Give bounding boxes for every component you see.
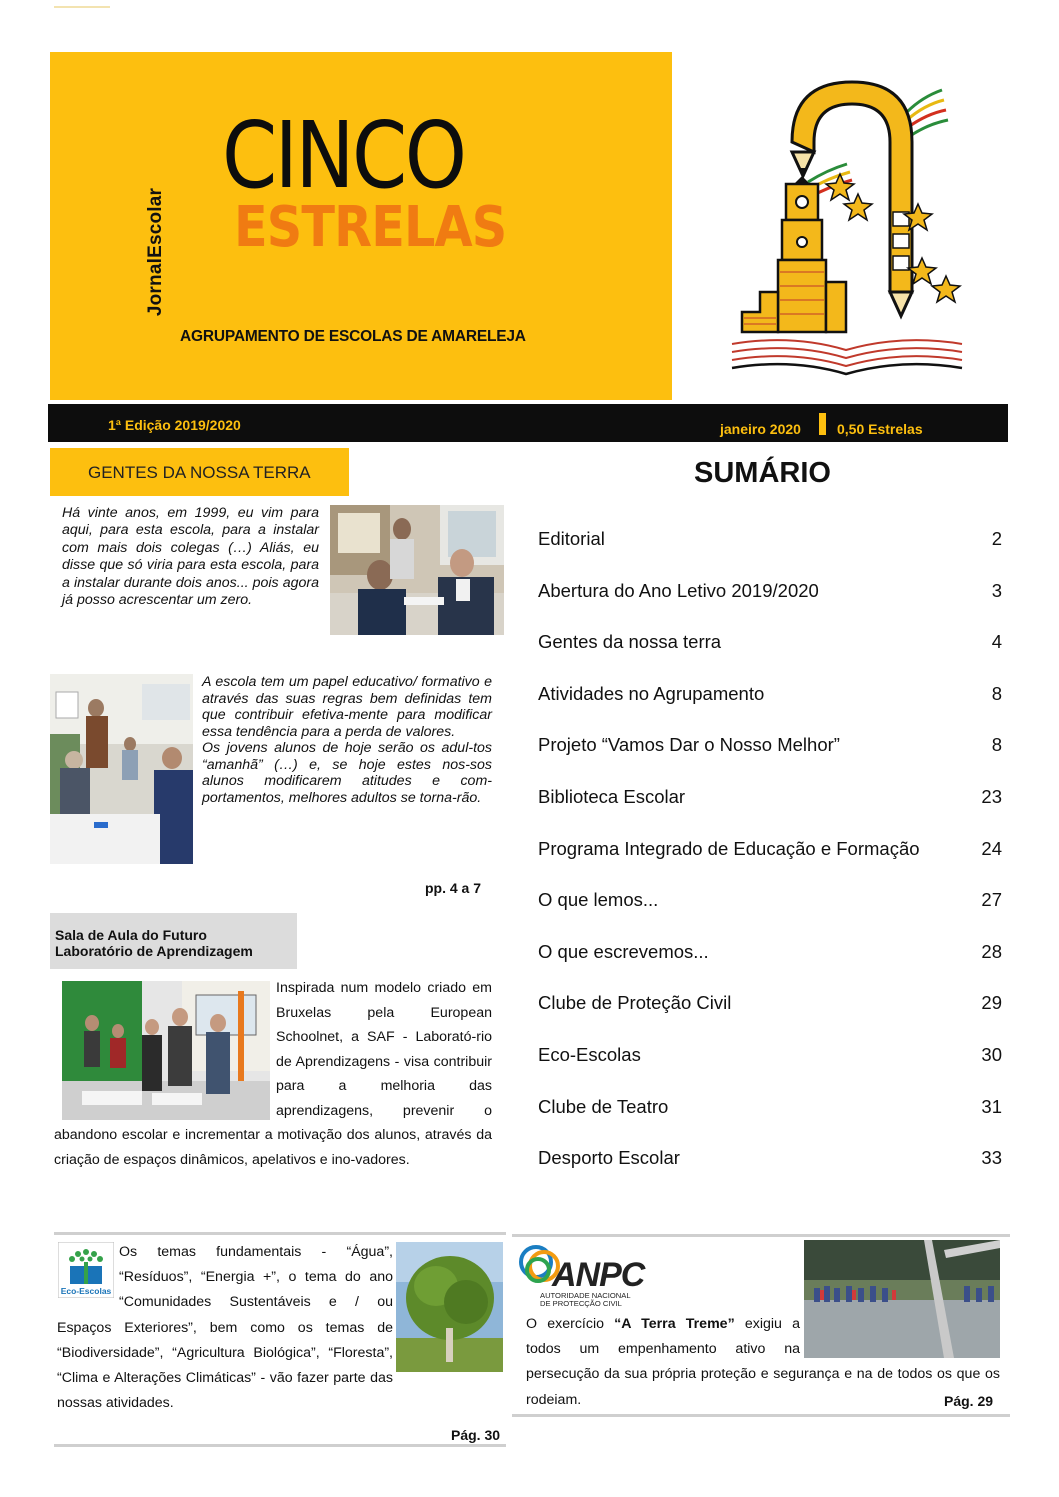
- eco-bottom-rule: [54, 1444, 506, 1447]
- toc-row: [538, 889, 1002, 941]
- gentes-quote-2a: A escola tem um papel educativo/ formativo e através das suas regras bem definidas tem que contribuir efetiva-mente para modificar essa tendência para a perda de valores.: [202, 674, 492, 740]
- toc-row: [538, 1096, 1002, 1148]
- anpc-page-ref: Pág. 29: [944, 1393, 994, 1409]
- anpc-logo-sub-2: DE PROTECÇÃO CIVIL: [540, 1299, 622, 1308]
- toc-title: Biblioteca Escolar: [538, 785, 686, 807]
- interview-photo: [330, 505, 504, 635]
- eco-top-rule: [54, 1232, 506, 1235]
- eco-escolas-logo-icon: [58, 1242, 114, 1298]
- gentes-quote-1: Há vinte anos, em 1999, eu vim para aqui, para esta escola, para a instalar com mais dois colegas (…) Aliás, eu disse que só viria para esta escola, para a instalar durante dois anos... pois agora já posso acrescentar um zero.: [62, 505, 319, 609]
- tree-photo: [396, 1242, 503, 1372]
- toc-title: O que lemos...: [538, 889, 659, 911]
- eco-text-body: Os temas fundamentais - “Água”, “Resíduos”, “Energia +”, o tema do ano “Comunidades Sustentáveis e / ou Espaços Exteriores”, bem como os temas de “Biodiversidade”, “Agricultura Biológica”, “Floresta”, “Clima e Alterações Climáticas” - vão fazer parte das nossas atividades.: [57, 1244, 393, 1412]
- title-cinco: CINCO: [222, 102, 465, 209]
- toc-title: Gentes da nossa terra: [538, 631, 722, 653]
- toc-page: 24: [981, 837, 1002, 859]
- toc-row: [538, 786, 1002, 838]
- sala-header-line-1: Sala de Aula do Futuro: [55, 927, 207, 943]
- toc-row: [538, 734, 1002, 786]
- toc-title: Eco-Escolas: [538, 1043, 641, 1065]
- toc-title: Clube de Teatro: [538, 1095, 669, 1117]
- toc-row: [538, 683, 1002, 735]
- eco-page-ref: Pág. 30: [451, 1427, 501, 1443]
- toc-page: 2: [991, 528, 1002, 549]
- school-logo-icon: [722, 72, 972, 388]
- anpc-text-bold: “A Terra Treme”: [614, 1316, 735, 1332]
- anpc-logo-icon: [512, 1240, 660, 1310]
- anpc-text: [526, 1312, 1000, 1413]
- future-classroom-photo: [62, 981, 270, 1120]
- gentes-quote-2b: Os jovens alunos de hoje serão os adul-tos “amanhã” (…) e, se hoje estes nos-sos alunos modificarem atitudes e com-portamentos, melhores adultos se torna-rão.: [202, 740, 492, 806]
- toc-title: Atividades no Agrupamento: [538, 682, 765, 704]
- classroom-visit-photo: [50, 674, 193, 864]
- toc-page: 8: [991, 734, 1002, 756]
- anpc-bottom-rule: [512, 1414, 1010, 1417]
- sala-text-body: Inspirada num modelo criado em Bruxelas pela European Schoolnet, a SAF - Laborató-rio de Aprendizagens - visa contribuir para a melhoria das aprendizagens, prevenir o abandono escolar e incrementar a motivação dos alunos, através da criação de espaços dinâmicos, apelativos e ino-vadores.: [54, 980, 492, 1168]
- gentes-header: [50, 448, 349, 496]
- toc-page: 3: [991, 579, 1002, 601]
- toc-page: 27: [981, 889, 1002, 911]
- toc-page: 28: [981, 940, 1002, 962]
- toc-title: Projeto “Vamos Dar o Nosso Melhor”: [538, 734, 840, 756]
- toc-page: 23: [981, 785, 1002, 807]
- gentes-page-ref: pp. 4 a 7: [425, 880, 482, 896]
- sumario-title: SUMÁRIO: [694, 457, 831, 489]
- jornal-escolar-label: JornalEscolar: [145, 187, 166, 317]
- corner-mark: [54, 6, 110, 8]
- toc-page: 4: [991, 631, 1002, 653]
- school-name: AGRUPAMENTO DE ESCOLAS DE AMARELEJA: [180, 328, 526, 345]
- table-of-contents: [538, 528, 1002, 1199]
- title-estrelas: ESTRELAS: [234, 195, 507, 260]
- edition-date: janeiro 2020: [720, 421, 801, 437]
- toc-page: 33: [981, 1147, 1002, 1169]
- toc-row: [538, 1044, 1002, 1096]
- toc-page: 8: [991, 682, 1002, 704]
- edition-number: 1ª Edição 2019/2020: [108, 417, 241, 433]
- toc-title: Desporto Escolar: [538, 1147, 680, 1169]
- anpc-text-after: exigiu a todos um empenhamento ativo na persecução da sua própria proteção e segurança e na de todos os que os rodeiam.: [526, 1316, 1000, 1408]
- toc-row: [538, 838, 1002, 890]
- toc-page: 31: [981, 1095, 1002, 1117]
- gentes-quote-2: [202, 674, 492, 806]
- toc-row: [538, 992, 1002, 1044]
- anpc-logo-sub-1: AUTORIDADE NACIONAL: [540, 1291, 631, 1300]
- toc-title: Programa Integrado de Educação e Formação: [538, 837, 920, 859]
- edition-bar: [48, 404, 1008, 442]
- edition-separator: [819, 413, 826, 435]
- anpc-text-before: O exercício: [526, 1316, 615, 1332]
- toc-row: [538, 941, 1002, 993]
- sala-header-line-2: Laboratório de Aprendizagem: [55, 943, 253, 959]
- gentes-header-label: GENTES DA NOSSA TERRA: [88, 463, 311, 482]
- edition-price: 0,50 Estrelas: [837, 421, 923, 437]
- toc-page: 29: [981, 992, 1002, 1014]
- toc-row: [538, 1147, 1002, 1199]
- toc-title: Abertura do Ano Letivo 2019/2020: [538, 579, 819, 601]
- toc-row: [538, 528, 1002, 580]
- toc-title: Clube de Proteção Civil: [538, 992, 732, 1014]
- anpc-top-rule: [512, 1234, 1010, 1237]
- toc-row: [538, 580, 1002, 632]
- sala-header: [50, 913, 297, 969]
- toc-row: [538, 631, 1002, 683]
- anpc-logo-text: ANPC: [552, 1256, 645, 1294]
- eco-logo-label: Eco-Escolas: [60, 1286, 112, 1296]
- anpc-photo-spacer: [800, 1312, 1000, 1358]
- toc-title: Editorial: [538, 528, 605, 549]
- masthead: [50, 52, 672, 400]
- toc-page: 30: [981, 1043, 1002, 1065]
- toc-title: O que escrevemos...: [538, 940, 709, 962]
